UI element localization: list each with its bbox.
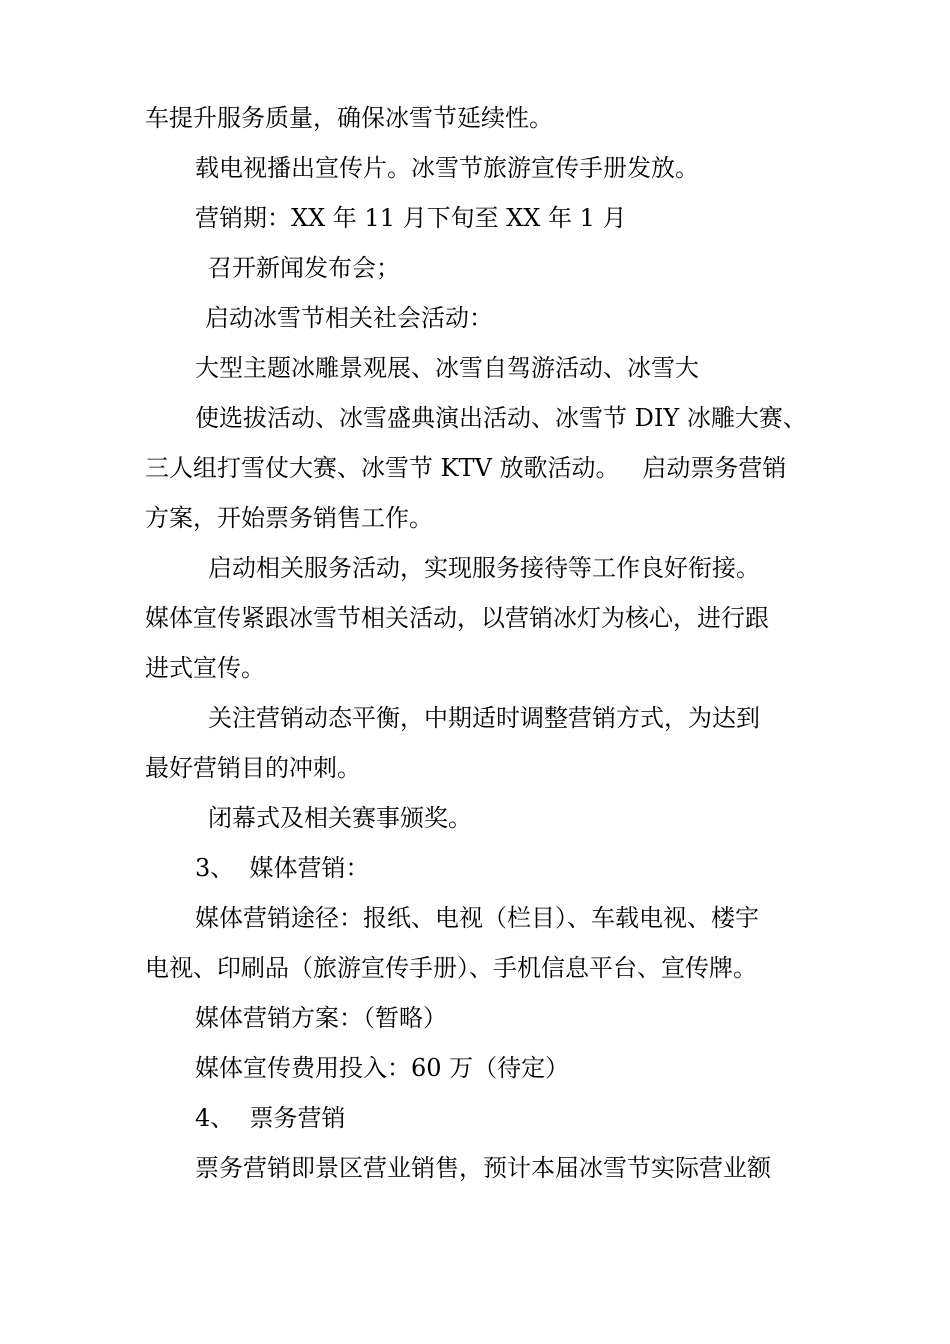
text-line: 电视、印刷品（旅游宣传手册）、手机信息平台、宣传牌。 xyxy=(145,954,757,982)
text-line: 车提升服务质量，确保冰雪节延续性。 xyxy=(145,104,553,132)
text-line: 方案，开始票务销售工作。 xyxy=(145,504,433,532)
text-line: 媒体宣传紧跟冰雪节相关活动，以营销冰灯为核心，进行跟 xyxy=(145,604,769,632)
text-line: 关注营销动态平衡，中期适时调整营销方式，为达到 xyxy=(208,704,760,732)
text-line: 营销期：XX 年 11 月下旬至 XX 年 1 月 xyxy=(195,204,627,232)
text-line: 媒体营销途径：报纸、电视（栏目）、车载电视、楼宇 xyxy=(195,904,759,932)
text-line: 大型主题冰雕景观展、冰雪自驾游活动、冰雪大 xyxy=(195,354,699,382)
text-line: 闭幕式及相关赛事颁奖。 xyxy=(208,804,472,832)
text-line: 媒体营销方案：（暂略） xyxy=(195,1004,447,1032)
text-line: 进式宣传。 xyxy=(145,654,265,682)
text-line: 票务营销即景区营业销售，预计本届冰雪节实际营业额 xyxy=(195,1154,771,1182)
section-heading: 4、 票务营销 xyxy=(195,1104,346,1132)
text-line: 媒体宣传费用投入：60 万（待定） xyxy=(195,1054,570,1082)
text-line: 三人组打雪仗大赛、冰雪节 KTV 放歌活动。 启动票务营销 xyxy=(145,454,787,482)
text-line: 启动相关服务活动，实现服务接待等工作良好衔接。 xyxy=(208,554,760,582)
text-line: 使选拔活动、冰雪盛典演出活动、冰雪节 DIY 冰雕大赛、 xyxy=(195,404,807,432)
text-line: 召开新闻发布会； xyxy=(208,254,400,282)
text-line: 最好营销目的冲刺。 xyxy=(145,754,361,782)
text-line: 启动冰雪节相关社会活动： xyxy=(205,304,493,332)
section-heading: 3、 媒体营销： xyxy=(195,854,370,882)
text-line: 载电视播出宣传片。冰雪节旅游宣传手册发放。 xyxy=(195,154,699,182)
